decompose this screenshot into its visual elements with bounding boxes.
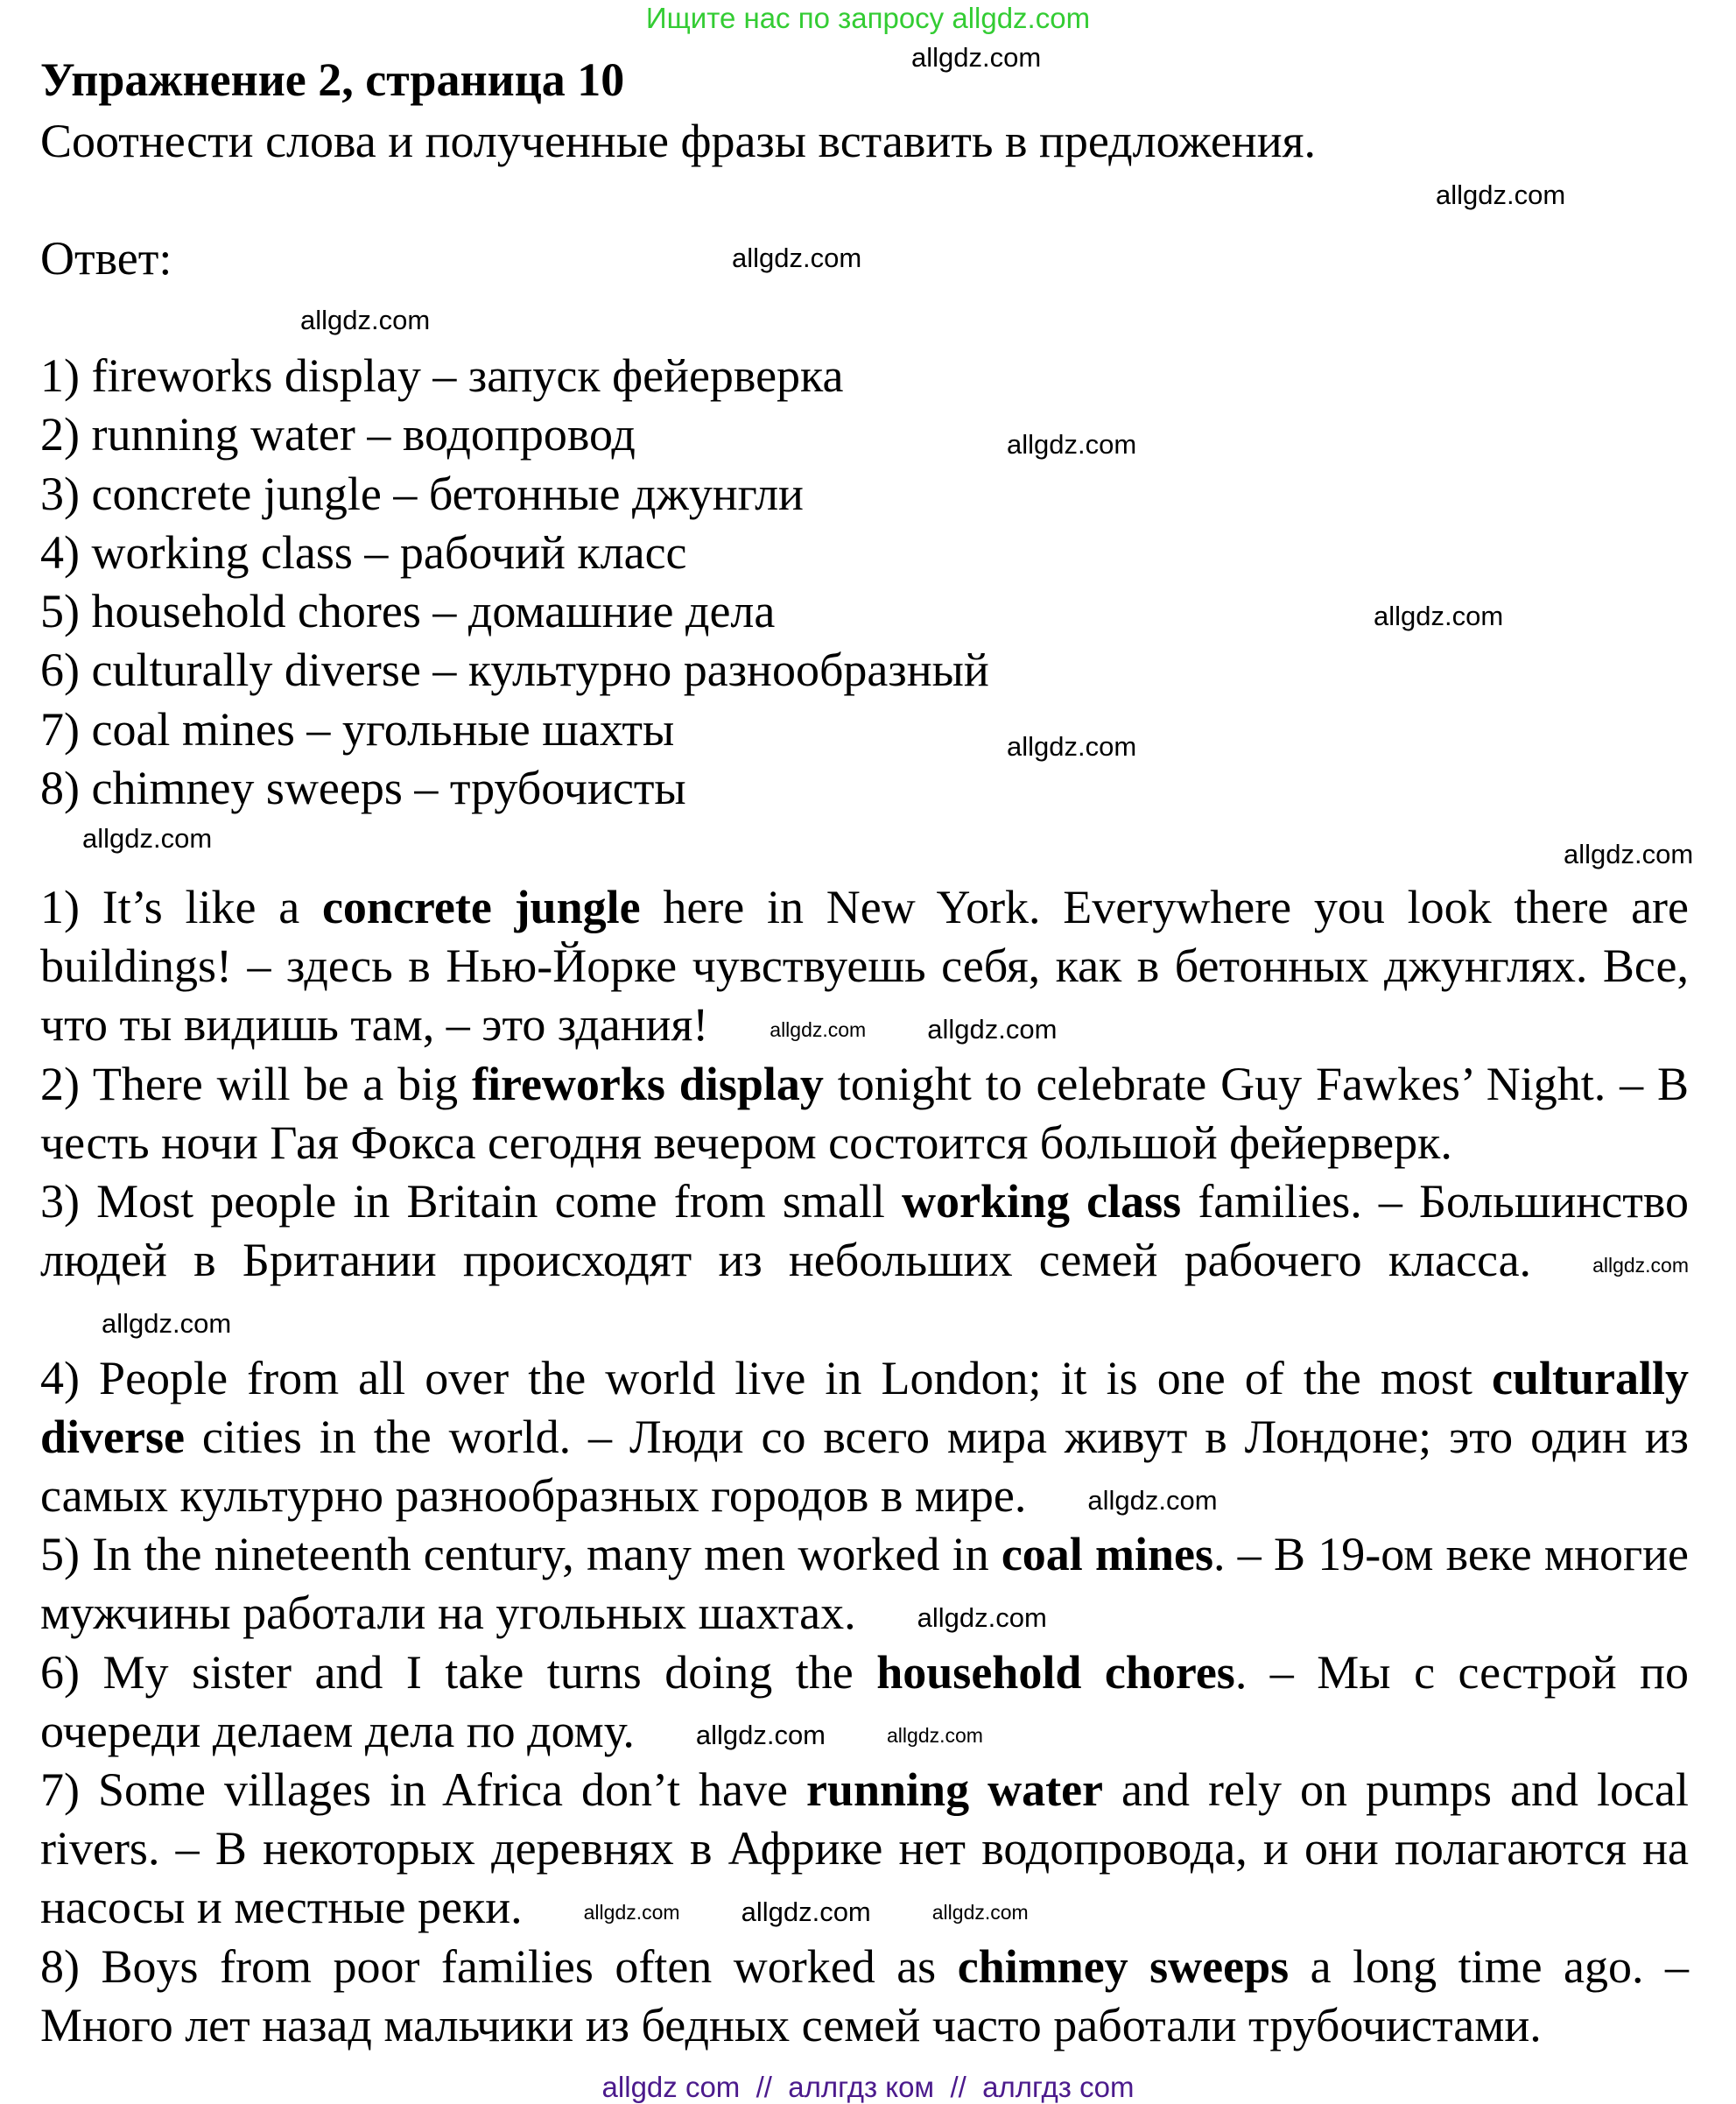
watermark: allgdz.com [583, 1901, 680, 1925]
list-item: 7) coal mines – угольные шахты [40, 702, 675, 756]
watermark: allgdz.com [931, 1901, 1029, 1925]
watermark: allgdz.com [1007, 429, 1137, 460]
sentence-text: cities in the world. – Люди со всего мира живут в Лондоне; это один из самых культурно разнообразных городов в мире. [40, 1410, 1689, 1523]
key-phrase: working class [901, 1175, 1182, 1228]
sentence-text: here in New York. Everywhere you look there are buildings! – здесь в Нью-Йорке чувствуешь себя, как в бетонных джунглях. Все, что ты видишь там, – это здания! [40, 881, 1689, 1052]
sentence-text: 4) People from all over the world live in London; it is one of the most [40, 1351, 1492, 1404]
list-item: 3) concrete jungle – бетонные джунгли [40, 467, 804, 520]
watermark: allgdz.com [887, 1724, 983, 1748]
sentence [40, 1055, 1689, 1172]
key-phrase: chimney sweeps [957, 1939, 1290, 1993]
sentence-text: tonight to celebrate Guy Fawkes’ Night. – В честь ночи Гая Фокса сегодня вечером состоится большой фейерверк. [40, 1057, 1690, 1169]
page-title: Упражнение 2, страница 10 [40, 53, 625, 106]
watermark: allgdz.com [102, 1308, 232, 1340]
key-phrase: household chores [876, 1645, 1235, 1699]
sentences [40, 878, 1689, 2055]
key-phrase: coal mines [1001, 1528, 1214, 1581]
watermark: allgdz.com [741, 1896, 871, 1928]
watermark: allgdz.com [1436, 179, 1566, 210]
watermark: allgdz.com [1564, 839, 1694, 869]
watermark: allgdz.com [1592, 1253, 1689, 1277]
sentence [40, 1761, 1689, 1938]
watermark: allgdz.com [927, 1014, 1058, 1045]
word-pairs-list [40, 347, 989, 818]
sentence-text: a long time ago. – Много лет назад мальчики из бедных семей часто работали трубочистами. [40, 1939, 1689, 2051]
sentence-text: 8) Boys from poor families often worked as [40, 1939, 958, 1993]
instruction: Соотнести слова и полученные фразы вставить в предложения. [40, 115, 1316, 167]
sentence-text: . – В 19-ом веке многие мужчины работали на угольных шахтах. [40, 1528, 1689, 1640]
footer-watermark: allgdz com // аллгдз ком // аллгдз com [601, 2071, 1135, 2104]
watermark: allgdz.com [695, 1720, 826, 1751]
sentence [40, 1525, 1689, 1643]
watermark: allgdz.com [1087, 1484, 1218, 1516]
sentence-text: families. – Большинство людей в Британии происходят из небольших семей рабочего класса. [40, 1175, 1689, 1287]
key-phrase: fireworks display [471, 1057, 824, 1110]
list-item: 1) fireworks display – запуск фейерверка [40, 349, 844, 402]
sentence [40, 1349, 1689, 1526]
list-item: 8) chimney sweeps – трубочисты [40, 762, 686, 815]
sentence-text: 6) My sister and I take turns doing the [40, 1645, 877, 1699]
sentence-text: 7) Some villages in Africa don’t have [40, 1763, 806, 1817]
watermark: allgdz.com [1007, 731, 1137, 762]
sentence-text: and rely on pumps and local rivers. – В некоторых деревнях в Африке нет водопровода, и они полагаются на насосы и местные реки. [40, 1763, 1689, 1934]
watermark: allgdz.com [300, 305, 431, 335]
watermark: allgdz.com [911, 42, 1042, 73]
key-phrase: concrete jungle [321, 881, 641, 933]
watermark: allgdz.com [917, 1602, 1047, 1634]
sentence-text: 1) It’s like a [40, 881, 322, 933]
key-phrase: running water [805, 1763, 1104, 1817]
sentence [40, 1172, 1689, 1349]
sentence [40, 1938, 1689, 2055]
sentences-section [40, 878, 1689, 2104]
list-item: 2) running water – водопровод [40, 408, 636, 461]
watermark: allgdz.com [770, 1018, 867, 1042]
key-phrase: culturally diverse [40, 1351, 1689, 1463]
watermark: allgdz.com [82, 823, 213, 854]
sentence-text: 3) Most people in Britain come from small [40, 1175, 902, 1228]
answer-label: Ответ: [40, 232, 172, 285]
sentence [40, 878, 1689, 1055]
watermark: allgdz.com [732, 243, 862, 273]
list-item: 5) household chores – домашние дела [40, 585, 776, 638]
sentence [40, 1643, 1689, 1761]
search-banner: Ищите нас по запросу allgdz.com [645, 2, 1091, 34]
list-item: 4) working class – рабочий класс [40, 525, 687, 579]
watermark: allgdz.com [1374, 601, 1504, 631]
sentence-text: 5) In the nineteenth century, many men worked in [40, 1528, 1002, 1581]
sentence-text: 2) There will be a big [40, 1057, 472, 1110]
list-item: 6) culturally diverse – культурно разнообразный [40, 644, 989, 697]
sentence-text: . – Мы с сестрой по очереди делаем дела по дому. [40, 1645, 1689, 1757]
